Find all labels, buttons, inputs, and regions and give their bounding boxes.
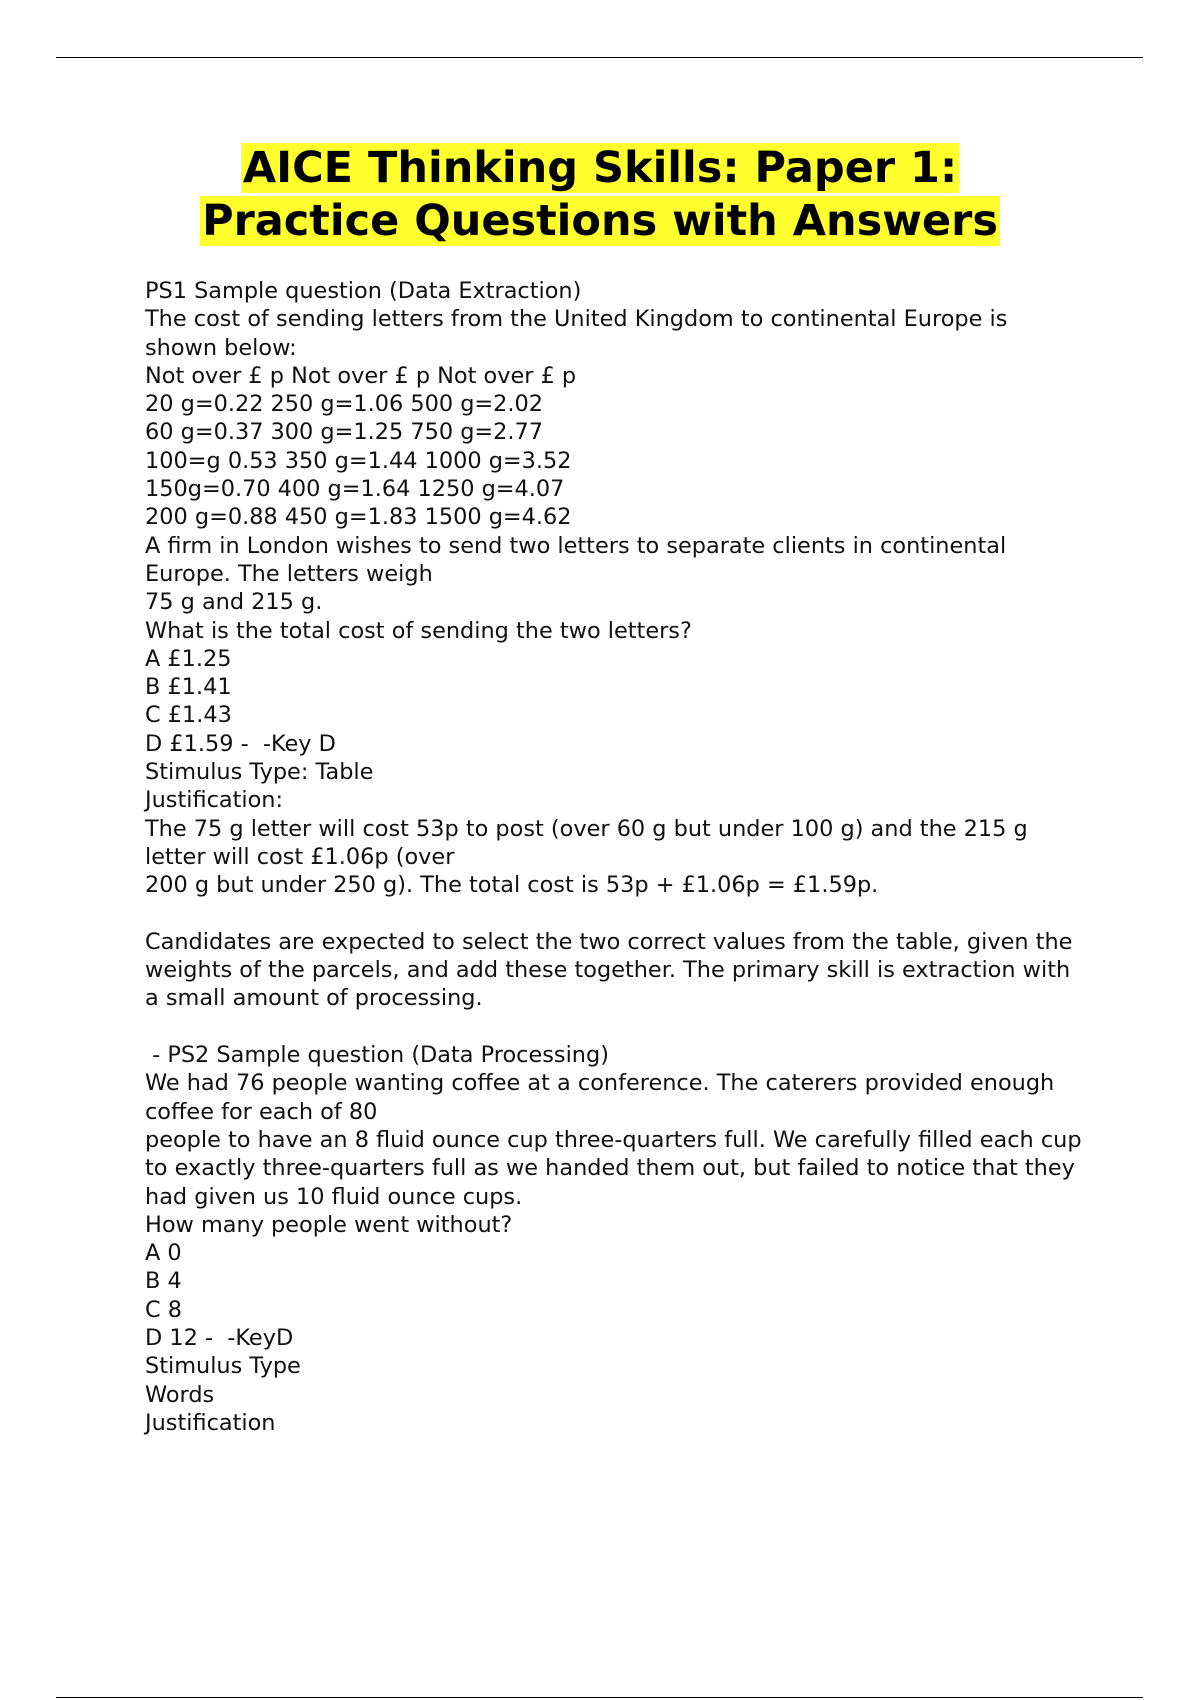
text-line: PS1 Sample question (Data Extraction): [145, 278, 582, 304]
text-line: [145, 900, 1085, 928]
text-line: D 12 - -KeyD: [145, 1324, 294, 1351]
text-line: D £1.59 - -Key D: [145, 730, 336, 757]
text-line: - PS2 Sample question (Data Processing): [145, 1042, 609, 1069]
text-line: Stimulus Type: Table: [145, 759, 374, 786]
header-rule: [56, 57, 1143, 58]
text-line: 75 g and 215 g.: [145, 589, 323, 616]
text-line: B £1.41: [145, 674, 232, 701]
text-line: A firm in London wishes to send two letters to separate clients in continental Europe. The letters weigh: [145, 532, 1014, 587]
document-title: [0, 142, 1200, 248]
text-line: 100=g 0.53 350 g=1.44 1000 g=3.52: [145, 447, 572, 474]
text-line: C £1.43: [145, 702, 232, 729]
title-line-1: AICE Thinking Skills: Paper 1:: [242, 143, 958, 193]
text-line: Stimulus Type: [145, 1353, 301, 1380]
text-line: The cost of sending letters from the United Kingdom to continental Europe is shown below:: [145, 306, 1015, 361]
document-body: [145, 277, 1089, 1437]
text-line: 200 g=0.88 450 g=1.83 1500 g=4.62: [145, 504, 572, 531]
text-line: 20 g=0.22 250 g=1.06 500 g=2.02: [145, 391, 544, 418]
text-line: people to have an 8 fluid ounce cup three-quarters full. We carefully filled each cup to exactly three-quarters full as we handed them out, but failed to notice that they had given us 10 fluid ounce cups.: [145, 1126, 1089, 1210]
text-line: Justification:: [145, 787, 284, 814]
text-line: How many people went without?: [145, 1211, 513, 1238]
text-line: [145, 1013, 1085, 1041]
text-line: Words: [145, 1381, 215, 1408]
text-line: 60 g=0.37 300 g=1.25 750 g=2.77: [145, 419, 544, 446]
footer-rule: [56, 1697, 1143, 1698]
text-line: Not over £ p Not over £ p Not over £ p: [145, 362, 577, 389]
text-line: A 0: [145, 1240, 182, 1267]
text-line: The 75 g letter will cost 53p to post (over 60 g but under 100 g) and the 215 g letter will cost £1.06p (over: [145, 815, 1035, 870]
text-line: C 8: [145, 1296, 182, 1323]
text-line: 200 g but under 250 g). The total cost is 53p + £1.06p = £1.59p.: [145, 872, 879, 899]
text-line: B 4: [145, 1268, 182, 1295]
title-line-2: Practice Questions with Answers: [202, 196, 998, 246]
text-line: A £1.25: [145, 645, 232, 672]
text-line: Candidates are expected to select the two correct values from the table, given the weights of the parcels, and add these together. The primary skill is extraction with a small amount of processing.: [145, 928, 1080, 1012]
text-line: We had 76 people wanting coffee at a conference. The caterers provided enough coffee for each of 80: [145, 1070, 1062, 1125]
text-line: What is the total cost of sending the two letters?: [145, 617, 692, 644]
text-line: 150g=0.70 400 g=1.64 1250 g=4.07: [145, 476, 565, 503]
text-line: Justification: [145, 1409, 276, 1436]
